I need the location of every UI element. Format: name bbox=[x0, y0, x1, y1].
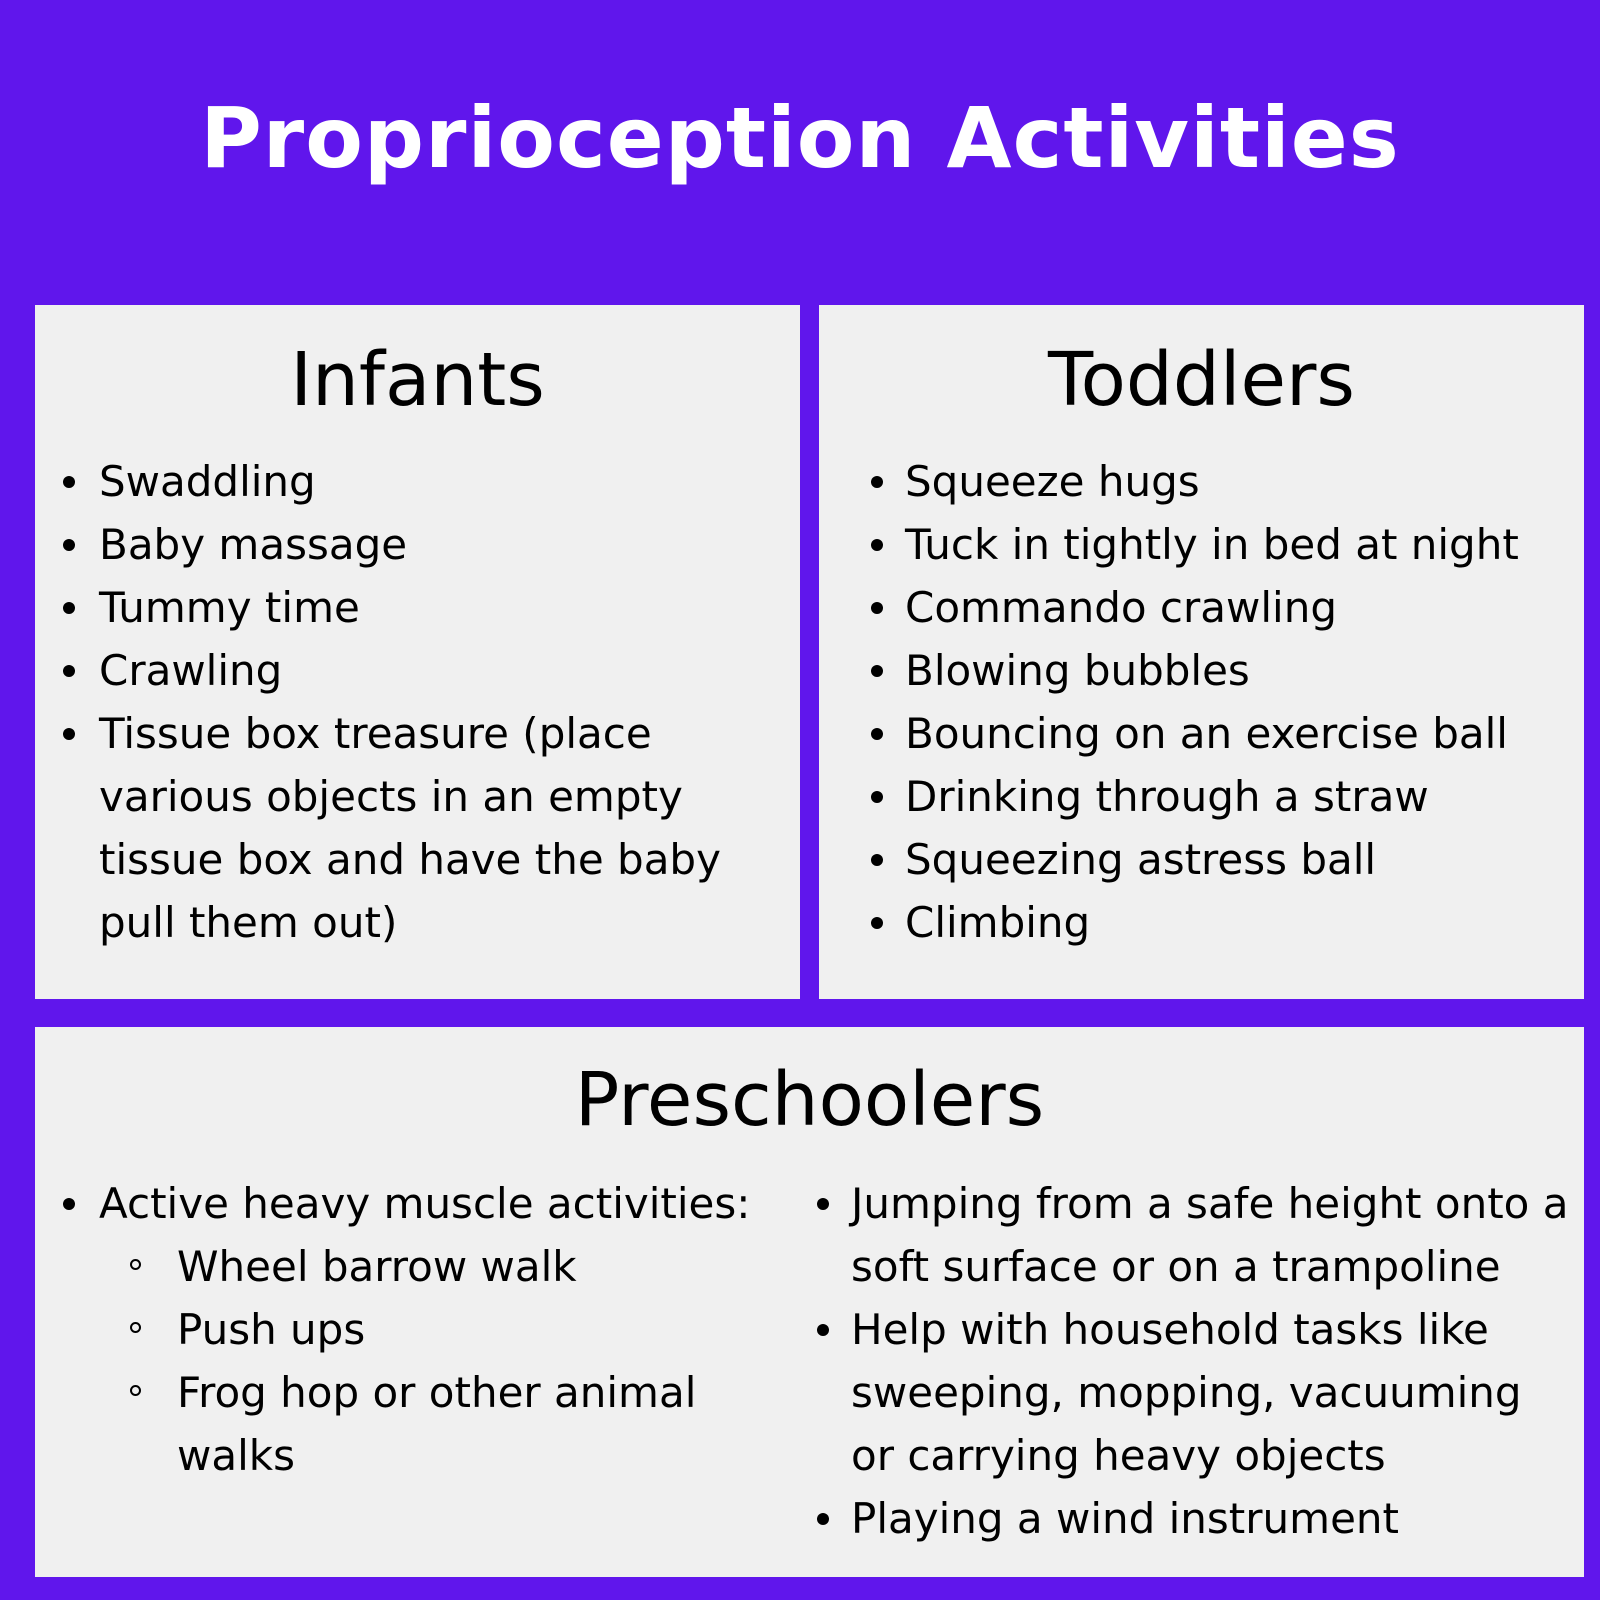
sub-list-item bbox=[99, 1235, 795, 1298]
sub-list-item-label: Frog hop or other animal walks bbox=[177, 1368, 697, 1480]
preschoolers-left-list bbox=[35, 1172, 795, 1487]
toddlers-panel bbox=[819, 305, 1584, 999]
hollow-bullet-icon bbox=[130, 1322, 141, 1333]
bullet-icon bbox=[63, 728, 75, 740]
bullet-icon bbox=[871, 476, 883, 488]
list-item-label: Commando crawling bbox=[905, 583, 1337, 632]
infants-list bbox=[35, 450, 800, 954]
sub-list bbox=[99, 1235, 795, 1487]
list-item bbox=[35, 576, 800, 639]
toddlers-heading: Toddlers bbox=[1048, 337, 1355, 423]
bullet-icon bbox=[63, 539, 75, 551]
sub-list-item bbox=[99, 1298, 795, 1361]
preschoolers-panel bbox=[35, 1027, 1584, 1577]
list-item-label: Blowing bubbles bbox=[905, 646, 1250, 695]
bullet-icon bbox=[871, 728, 883, 740]
list-item bbox=[35, 639, 800, 702]
list-item bbox=[819, 828, 1584, 891]
list-item-label: Tuck in tightly in bed at night bbox=[905, 520, 1519, 569]
page-title: Proprioception Activities bbox=[200, 89, 1400, 187]
bullet-icon bbox=[871, 665, 883, 677]
hollow-bullet-icon bbox=[130, 1385, 141, 1396]
list-item-label: Tissue box treasure (place various objects in an empty tissue box and have the baby pull them out) bbox=[99, 709, 721, 947]
list-item bbox=[819, 450, 1584, 513]
list-item-label: Crawling bbox=[99, 646, 283, 695]
bullet-icon bbox=[817, 1198, 829, 1210]
list-item bbox=[35, 702, 800, 954]
bullet-icon bbox=[817, 1324, 829, 1336]
preschoolers-heading: Preschoolers bbox=[574, 1057, 1045, 1143]
list-item bbox=[795, 1298, 1584, 1487]
list-item bbox=[819, 513, 1584, 576]
list-item-label: Baby massage bbox=[99, 520, 408, 569]
bullet-icon bbox=[63, 1198, 75, 1210]
bullet-icon bbox=[817, 1513, 829, 1525]
bullet-icon bbox=[871, 791, 883, 803]
bullet-icon bbox=[871, 602, 883, 614]
list-item bbox=[819, 891, 1584, 954]
list-item bbox=[795, 1172, 1584, 1298]
list-item-label: Tummy time bbox=[99, 583, 360, 632]
list-item-label: Squeeze hugs bbox=[905, 457, 1200, 506]
list-item-label: Jumping from a safe height onto a soft surface or on a trampoline bbox=[851, 1179, 1569, 1291]
list-item bbox=[35, 1172, 795, 1487]
infants-heading: Infants bbox=[290, 337, 545, 423]
list-item-label: Drinking through a straw bbox=[905, 772, 1429, 821]
toddlers-list bbox=[819, 450, 1584, 954]
sub-list-item-label: Wheel barrow walk bbox=[177, 1242, 577, 1291]
infants-panel bbox=[35, 305, 800, 999]
bullet-icon bbox=[871, 854, 883, 866]
sub-list-item-label: Push ups bbox=[177, 1305, 366, 1354]
list-item-label: Climbing bbox=[905, 898, 1091, 947]
list-item bbox=[795, 1487, 1584, 1550]
list-item bbox=[819, 702, 1584, 765]
bullet-icon bbox=[63, 665, 75, 677]
list-item-label: Playing a wind instrument bbox=[851, 1494, 1399, 1543]
bullet-icon bbox=[63, 602, 75, 614]
list-item-label: Bouncing on an exercise ball bbox=[905, 709, 1508, 758]
list-item bbox=[819, 765, 1584, 828]
list-item bbox=[819, 576, 1584, 639]
bullet-icon bbox=[871, 917, 883, 929]
preschoolers-right-list bbox=[795, 1172, 1584, 1550]
list-item-label: Squeezing astress ball bbox=[905, 835, 1377, 884]
list-item bbox=[35, 513, 800, 576]
hollow-bullet-icon bbox=[130, 1259, 141, 1270]
bullet-icon bbox=[871, 539, 883, 551]
list-item-label: Active heavy muscle activities: bbox=[99, 1179, 751, 1228]
list-item-label: Help with household tasks like sweeping, mopping, vacuuming or carrying heavy objects bbox=[851, 1305, 1522, 1480]
bullet-icon bbox=[63, 476, 75, 488]
list-item-label: Swaddling bbox=[99, 457, 316, 506]
sub-list-item bbox=[99, 1361, 795, 1487]
list-item bbox=[35, 450, 800, 513]
list-item bbox=[819, 639, 1584, 702]
